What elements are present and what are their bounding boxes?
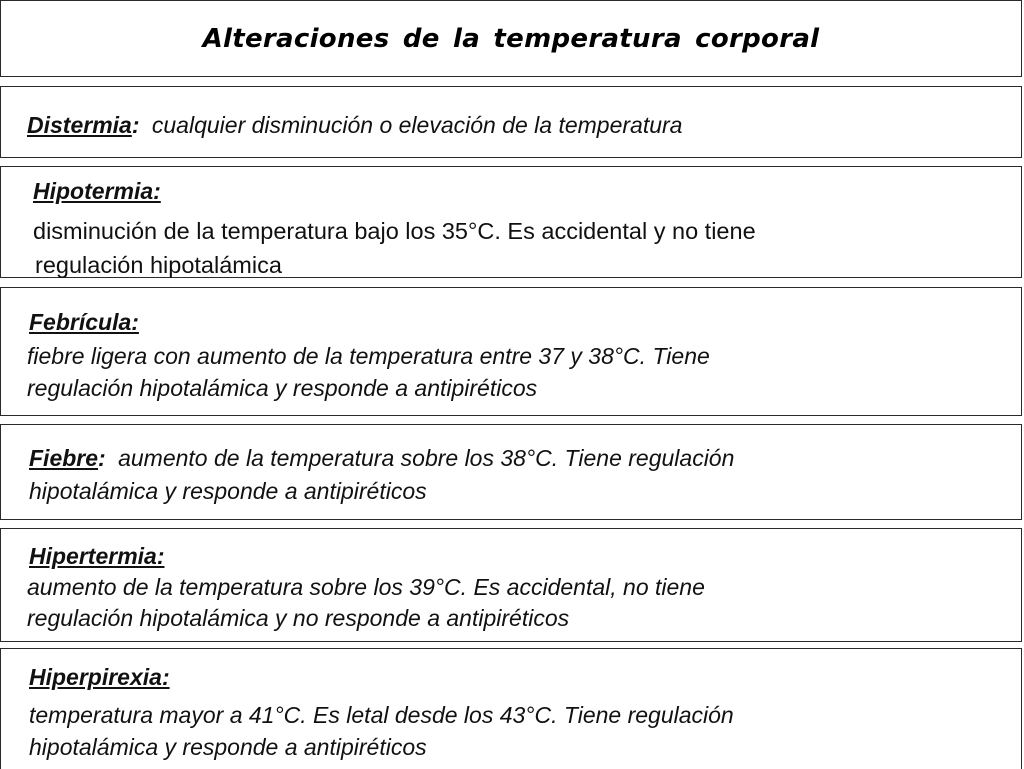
term-line [29,308,139,336]
definition-text: aumento de la temperatura sobre los 39°C. Es accidental, no tiene [27,574,705,600]
page-title: Alteraciones de la temperatura corporal [202,23,820,54]
definition-box-distermia [0,86,1022,158]
definition-text: hipotalámica y responde a antipiréticos [29,478,427,504]
term-label: Fiebre [29,445,99,471]
term-colon: : [131,112,140,138]
definition-text: regulación hipotalámica y responde a antipiréticos [27,375,538,401]
definition-text: regulación hipotalámica y no responde a antipiréticos [27,605,570,631]
definition-line-2 [29,477,427,505]
definition-line-2 [27,374,537,402]
definition-text: fiebre ligera con aumento de la temperatura entre 37 y 38°C. Tiene [27,343,710,369]
title-box [0,0,1022,77]
definition-text: regulación hipotalámica [35,252,282,278]
term-line [29,542,164,570]
definition-box-febricula [0,287,1022,416]
definition-line-1 [29,701,734,729]
definition-text: cualquier disminución o elevación de la temperatura [151,112,683,138]
definition-line-1 [29,444,734,472]
definition-line-1 [27,573,705,601]
definition-line-2 [35,251,282,279]
definition-box-hipotermia [0,166,1022,278]
term-line [29,663,170,691]
term-label: Hipertermia: [29,543,165,569]
definition-box-hipertermia [0,528,1022,642]
definition-line [27,111,682,139]
term-label: Distermia [27,112,132,138]
term-colon: : [98,445,106,471]
definition-text: temperatura mayor a 41°C. Es letal desde los 43°C. Tiene regulación [29,702,734,728]
definition-text: disminución de la temperatura bajo los 35°C. Es accidental y no tiene [33,218,756,244]
definition-line-1 [33,217,756,245]
definition-box-hiperpirexia [0,648,1022,769]
term-label: Hipotermia: [33,178,161,204]
definition-box-fiebre [0,424,1022,520]
definition-text: hipotalámica y responde a antipiréticos [29,734,427,760]
term-label: Hiperpirexia: [29,664,170,690]
definition-line-2 [29,733,427,761]
term-line [33,177,161,205]
definition-text: aumento de la temperatura sobre los 38°C. Tiene regulación [118,445,735,471]
term-label: Febrícula: [29,309,139,335]
definition-line-2 [27,604,569,632]
definition-line-1 [27,342,710,370]
